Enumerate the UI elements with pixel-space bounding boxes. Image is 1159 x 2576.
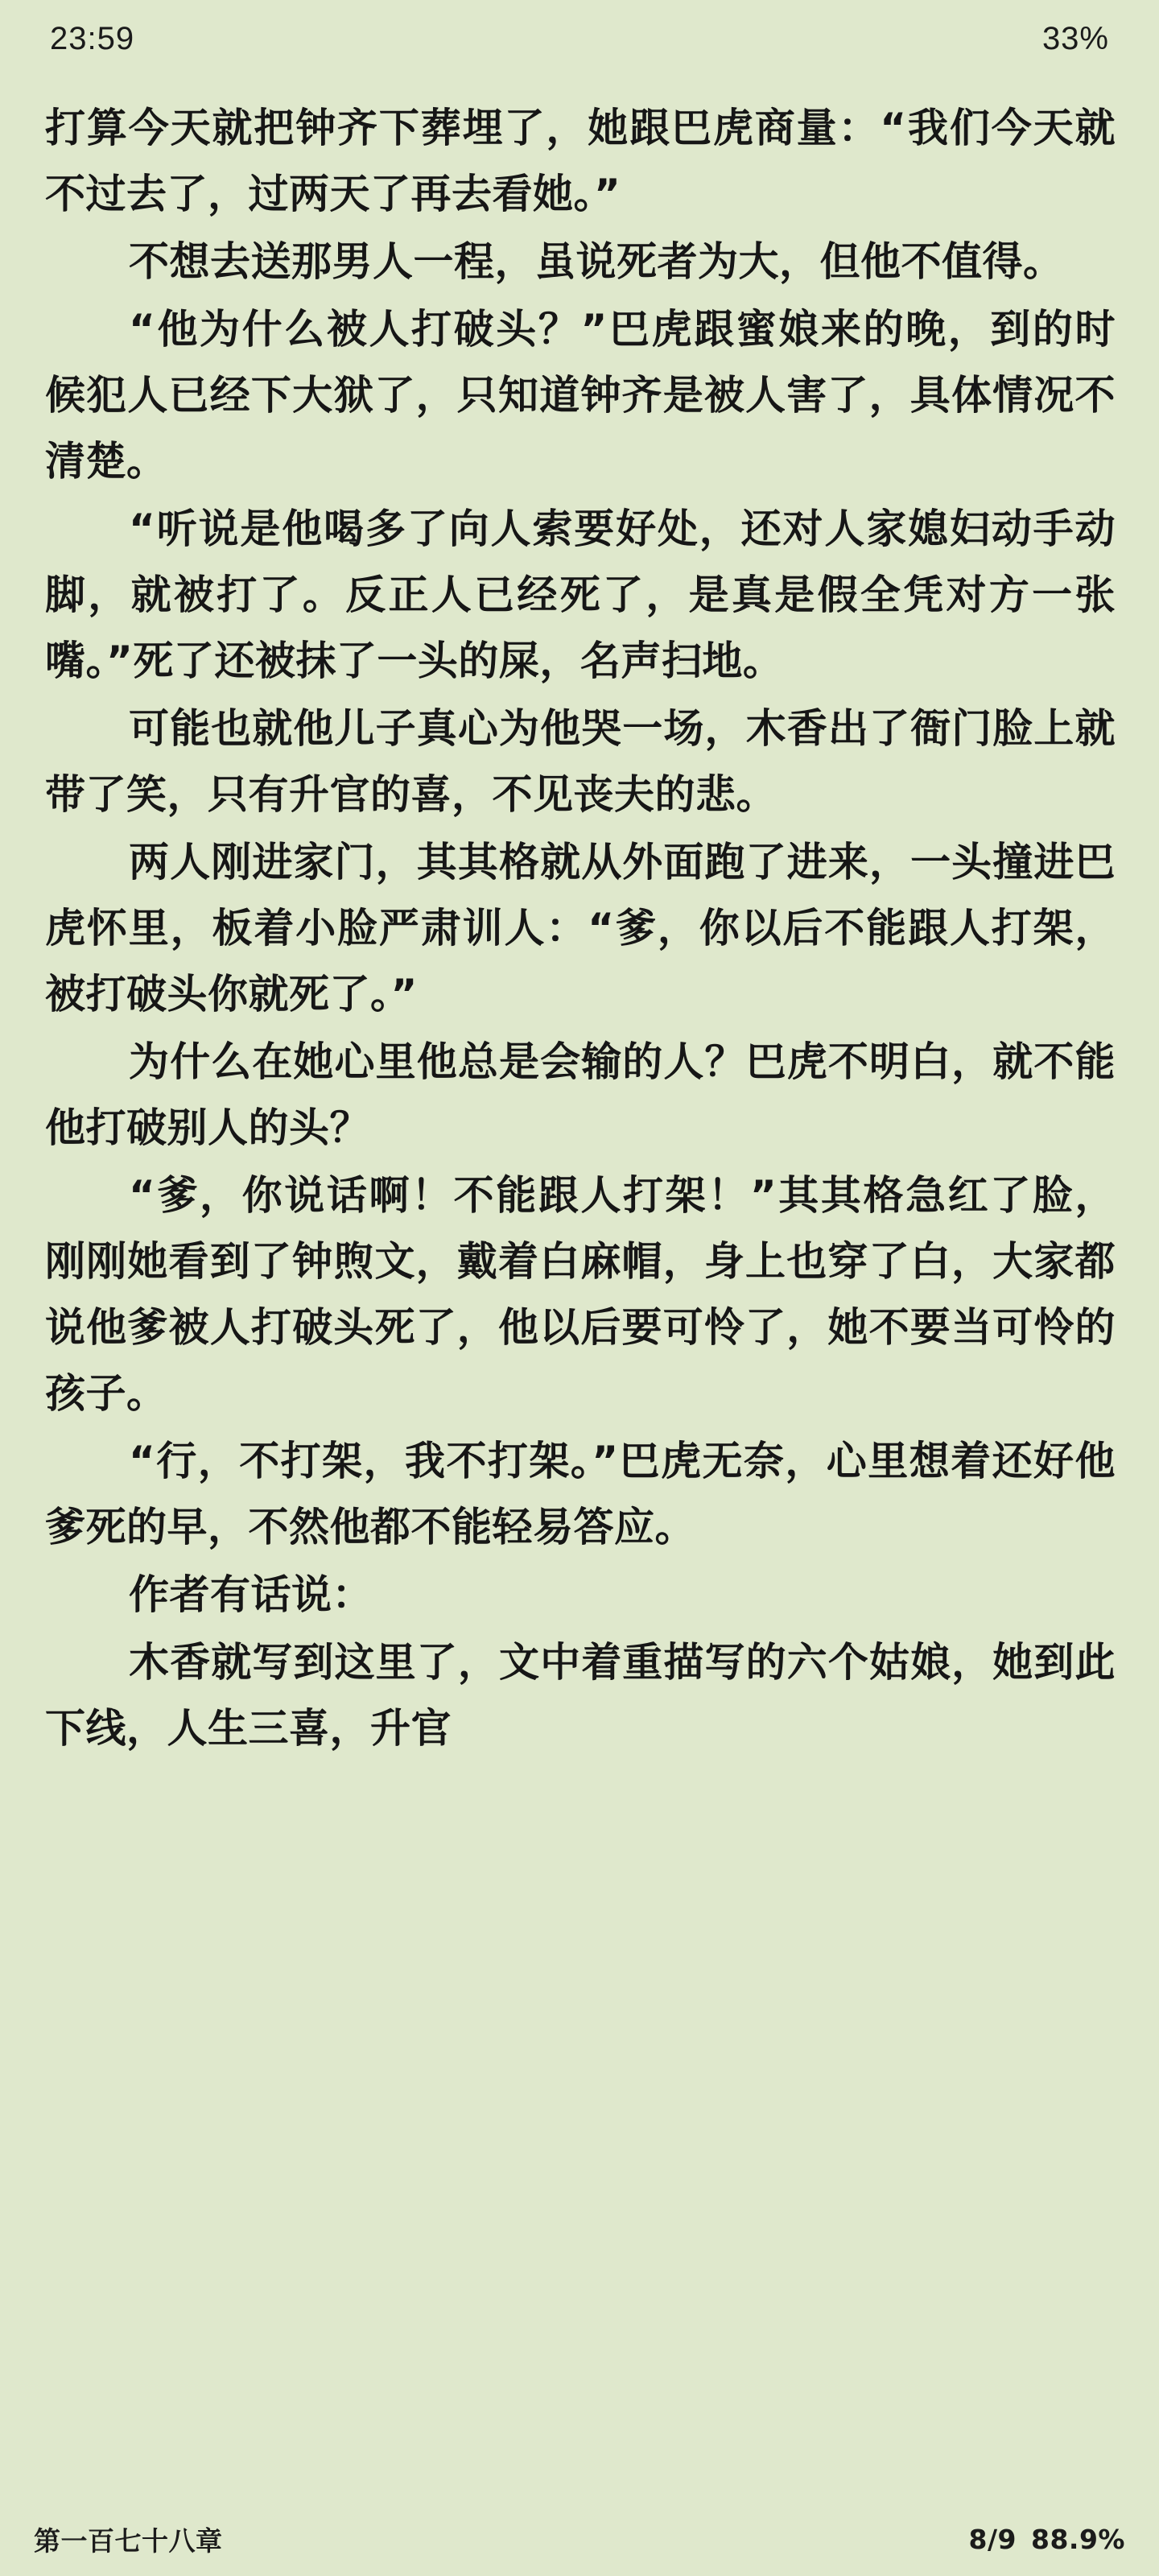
- paragraph: 打算今天就把钟齐下葬埋了，她跟巴虎商量：“我们今天就不过去了，过两天了再去看她。”: [45, 105, 1116, 217]
- chapter-text-body[interactable]: [45, 95, 1116, 2462]
- paragraph: 不想去送那男人一程，虽说死者为大，但他不值得。: [129, 238, 1064, 285]
- paragraph: 为什么在她心里他总是会输的人？巴虎不明白，就不能他打破别人的头？: [45, 1038, 1116, 1151]
- status-bar-battery: 33%: [1041, 20, 1109, 56]
- page-progress: [969, 2524, 1125, 2555]
- status-bar: [0, 0, 1159, 77]
- status-bar-time: 23:59: [50, 20, 135, 56]
- paragraph: “他为什么被人打破头？”巴虎跟蜜娘来的晚，到的时候犯人已经下大狱了，只知道钟齐是被人害了，具体情况不清楚。: [45, 306, 1116, 485]
- paragraph: 可能也就他儿子真心为他哭一场，木香出了衙门脸上就带了笑，只有升官的喜，不见丧夫的悲。: [45, 705, 1116, 818]
- reader-footer: [0, 2520, 1159, 2558]
- paragraph: 木香就写到这里了，文中着重描写的六个姑娘，她到此下线，人生三喜，升官: [45, 1639, 1116, 1752]
- paragraph: 两人刚进家门，其其格就从外面跑了进来，一头撞进巴虎怀里，板着小脸严肃训人：“爹，你以后不能跟人打架，被打破头你就死了。”: [45, 839, 1116, 1018]
- progress-percent: 88.9%: [1031, 2524, 1125, 2555]
- chapter-title: 第一百七十八章: [34, 2525, 223, 2557]
- paragraph: “听说是他喝多了向人索要好处，还对人家媳妇动手动脚，就被打了。反正人已经死了，是真是假全凭对方一张嘴。”死了还被抹了一头的屎，名声扫地。: [45, 506, 1116, 684]
- paragraph: “爹，你说话啊！不能跟人打架！”其其格急红了脸，刚刚她看到了钟煦文，戴着白麻帽，身上也穿了白，大家都说他爹被人打破头死了，他以后要可怜了，她不要当可怜的孩子。: [45, 1172, 1116, 1417]
- author-note-heading: 作者有话说：: [129, 1571, 373, 1618]
- page-number: 8/9: [968, 2524, 1017, 2555]
- paragraph: “行，不打架，我不打架。”巴虎无奈，心里想着还好他爹死的早，不然他都不能轻易答应。: [45, 1438, 1116, 1550]
